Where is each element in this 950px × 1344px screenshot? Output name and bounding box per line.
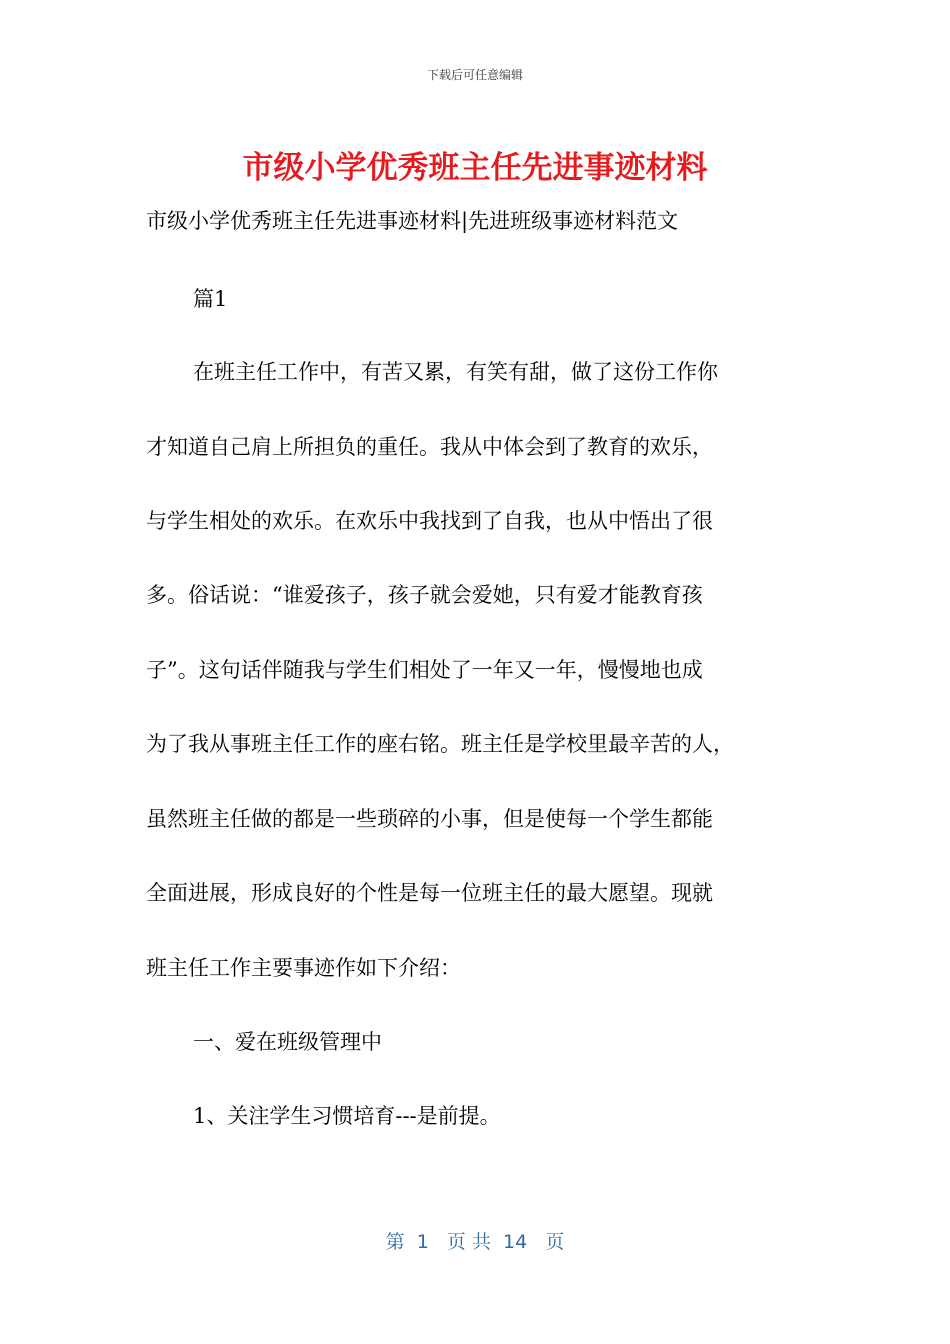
sub-heading: 1、关注学生习惯培育---是前提。 xyxy=(193,1104,501,1128)
paragraph-line: 才知道自己肩上所担负的重任。我从中体会到了教育的欢乐， xyxy=(146,435,713,459)
section-label: 篇1 xyxy=(193,287,228,311)
document-title: 市级小学优秀班主任先进事迹材料 xyxy=(242,150,708,186)
page-footer: 第 1 页 共 14 页 xyxy=(385,1231,565,1253)
paragraph-line: 与学生相处的欢乐。在欢乐中我找到了自我，也从中悟出了很 xyxy=(146,509,713,533)
paragraph-line: 多。俗话说：“谁爱孩子，孩子就会爱她，只有爱才能教育孩 xyxy=(146,583,703,607)
paragraph-line: 子”。这句话伴随我与学生们相处了一年又一年，慢慢地也成 xyxy=(146,658,703,682)
paragraph-line: 虽然班主任做的都是一些琐碎的小事，但是使每一个学生都能 xyxy=(146,807,713,831)
paragraph-line: 为了我从事班主任工作的座右铭。班主任是学校里最辛苦的人， xyxy=(146,732,734,756)
section-heading: 一、爱在班级管理中 xyxy=(193,1030,382,1054)
document-subtitle: 市级小学优秀班主任先进事迹材料|先进班级事迹材料范文 xyxy=(146,209,679,233)
paragraph-line: 全面进展，形成良好的个性是每一位班主任的最大愿望。现就 xyxy=(146,881,713,905)
paragraph-line: 在班主任工作中，有苦又累，有笑有甜，做了这份工作你 xyxy=(193,360,718,384)
paragraph-line: 班主任工作主要事迹作如下介绍： xyxy=(146,956,461,980)
header-note: 下载后可任意编辑 xyxy=(426,68,523,82)
